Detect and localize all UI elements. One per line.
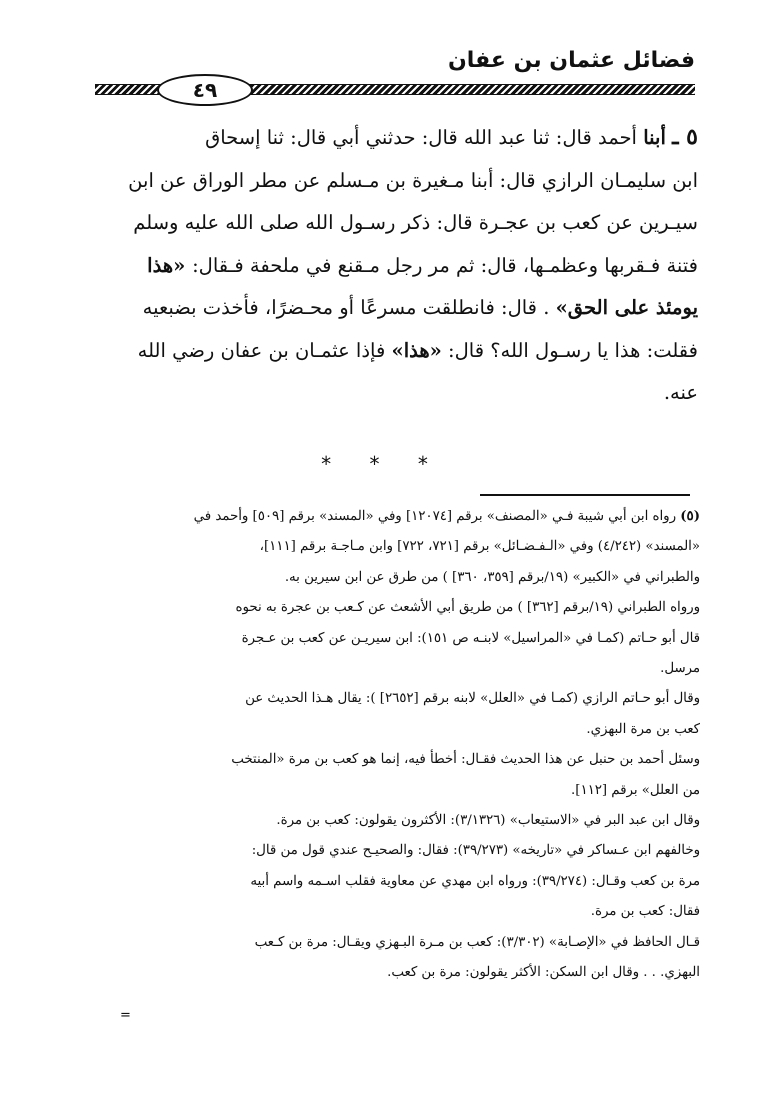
page-number: ٤٩ (157, 74, 253, 106)
lead-word: أبنا (643, 126, 666, 149)
text-line-6 (97, 330, 698, 373)
footnote-line-6: مرسل. (660, 661, 700, 677)
footnote-line-12: وخالفهم ابن عـساكر في «تاريخه» (٣٩/٢٧٣): فقال: والصحيـح عندي قول من قال: (251, 843, 700, 859)
quote-start: «هذا (147, 253, 193, 277)
quote-hadha: «هذا» (391, 338, 442, 362)
text-line-1-rest: أحمد قال: ثنا عبد الله قال: حدثني أبي قال: ثنا إسحاق (205, 126, 644, 149)
footnote-line-1 (95, 502, 700, 532)
footnotes (95, 502, 700, 989)
footnote-line-13: مرة بن كعب وقـال: (٣٩/٢٧٤): ورواه ابن مهدي عن معاوية فقلب اسـمه واسم أبيه (250, 873, 700, 889)
continuation-mark: = (120, 1008, 131, 1023)
footnote-line-11: وقال ابن عبد البر في «الاستيعاب» (٣/١٣٢٦): الأكثرون يقولون: كعب بن مرة. (276, 813, 700, 829)
text-line-4-main: فتنة فـقربها وعظمـها، قال: ثم مر رجل مـقنع في ملحفة فـقال: (192, 253, 698, 277)
text-line-2: ابن سليمـان الرازي قال: أبنا مـغيرة بن مـسلم عن مطر الوراق عن ابن (128, 168, 698, 192)
footnote-line-9: وسئل أحمد بن حنبل عن هذا الحديث فقـال: أخطأ فيه، إنما هو كعب بن مرة «المنتخب (231, 752, 700, 768)
footnote-line-8: كعب بن مرة البهزي. (586, 721, 700, 737)
text-line-7: عنه. (663, 381, 698, 404)
text-line-3: سيـرين عن كعب بن عجـرة قال: ذكر رسـول الله صلى الله عليه وسلم (133, 211, 698, 234)
footnote-line-4: ورواه الطبراني (١٩/برقم [٣٦٢] ) من طريق أبي الأشعث عن كـعب بن عجرة به نحوه (235, 600, 700, 616)
text-line-5 (97, 287, 698, 330)
text-line-5-rest: . قال: فانطلقت مسرعًا أو محـضرًا، فأخذت بضبعيه (142, 296, 556, 319)
main-text (97, 116, 698, 415)
text-line-6-rest: فإذا عثمـان بن عفان رضي الله (137, 338, 392, 362)
text-line-1 (97, 116, 698, 160)
quote-end: يومئذ على الحق» (555, 296, 698, 319)
section-separator: * * * (321, 452, 444, 476)
footnote-label: (٥) (680, 509, 700, 524)
footnote-line-5: قال أبو حـاتم (كمـا في «المراسيل» لابنـه ص ١٥١): ابن سيريـن عن كعب بن عـجرة (241, 630, 700, 646)
footnote-rule (480, 494, 690, 496)
text-line-6-start: فقلت: هذا يا رسـول الله؟ قال: (441, 338, 698, 362)
footnote-line-16: البهزي. . . وقال ابن السكن: الأكثر يقولون: مرة بن كعب. (387, 965, 700, 981)
footnote-line-14: فقال: كعب بن مرة. (590, 904, 700, 920)
text-line-4 (97, 245, 698, 288)
footnote-line-1-text: رواه ابن أبي شيبة فـي «المصنف» برقم [١٢٠٧٤] وفي «المسند» برقم [٥٠٩] وأحمد في (193, 509, 681, 524)
footnote-line-3: والطبراني في «الكبير» (١٩/برقم [٣٥٩، ٣٦٠] ) من طرق عن ابن سيرين به. (284, 569, 700, 585)
page-header (95, 48, 695, 102)
footnote-line-2: «المسند» (٤/٢٤٢) وفي «الـفـضـائل» برقم [٧٢١، ٧٢٢] وابن مـاجـة برقم [١١١]، (259, 539, 700, 555)
running-title: فضائل عثمان بن عفان (448, 48, 695, 73)
footnote-line-10: من العلل» برقم [١١٢]. (571, 782, 700, 798)
hadith-number: ٥ ـ (672, 124, 698, 150)
footnote-line-15: قـال الحافظ في «الإصـابة» (٣/٣٠٢): كعب بن مـرة البـهزي ويقـال: مرة بن كـعب (254, 934, 700, 950)
footnote-line-7: وقال أبو حـاتم الرازي (كمـا في «العلل» لابنه برقم [٢٦٥٢] ): يقال هـذا الحديث عن (245, 691, 700, 707)
